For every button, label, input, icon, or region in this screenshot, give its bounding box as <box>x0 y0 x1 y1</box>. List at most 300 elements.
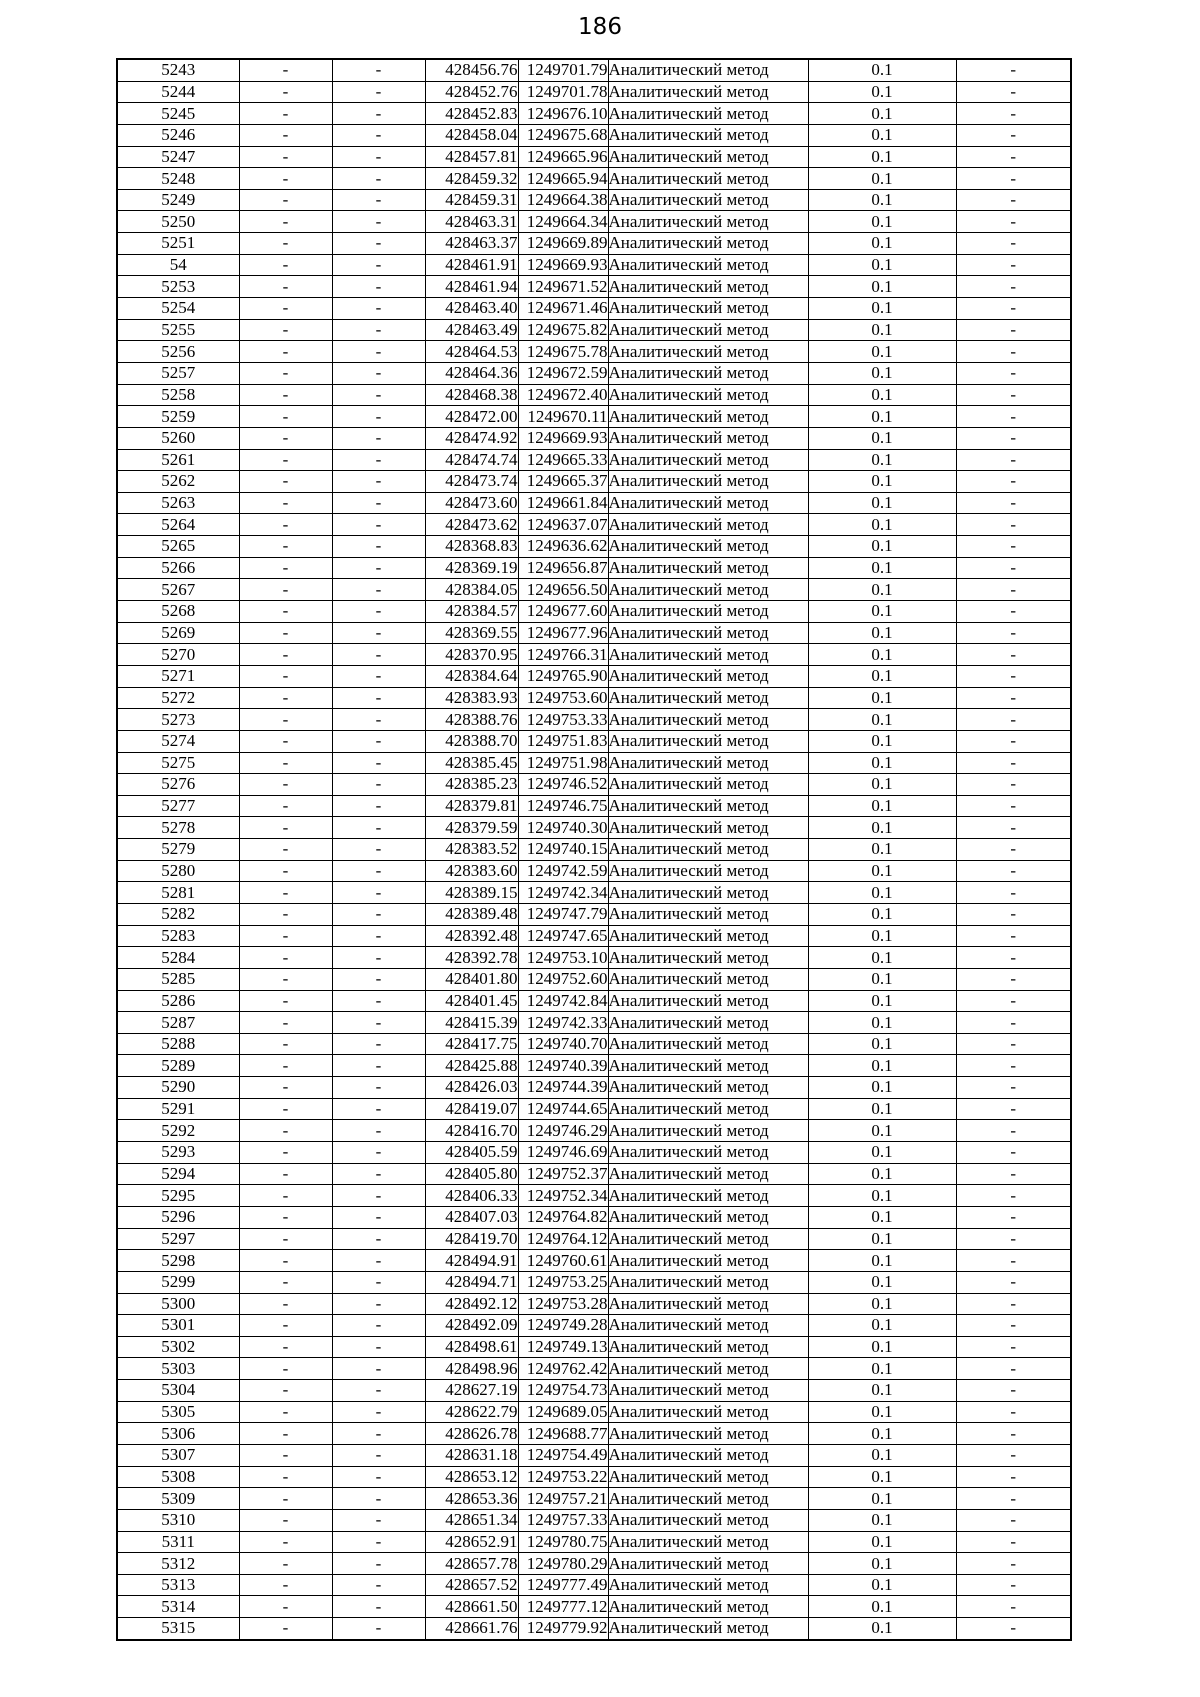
empty-value-cell: - <box>332 1206 425 1228</box>
accuracy-cell: 0.1 <box>808 1358 956 1380</box>
table-row <box>117 471 1071 493</box>
empty-value-cell: - <box>956 1055 1071 1077</box>
accuracy-cell: 0.1 <box>808 1077 956 1099</box>
empty-value-cell: - <box>956 319 1071 341</box>
method-cell: Аналитический метод <box>608 1509 808 1531</box>
accuracy-cell: 0.1 <box>808 1531 956 1553</box>
empty-value-cell: - <box>239 1596 332 1618</box>
method-cell: Аналитический метод <box>608 1336 808 1358</box>
table-row <box>117 1142 1071 1164</box>
empty-value-cell: - <box>332 1401 425 1423</box>
x-coordinate-cell: 428461.94 <box>425 276 518 298</box>
table-row <box>117 752 1071 774</box>
empty-value-cell: - <box>332 536 425 558</box>
point-number-cell: 5277 <box>117 795 239 817</box>
empty-value-cell: - <box>239 1033 332 1055</box>
y-coordinate-cell: 1249689.05 <box>518 1401 608 1423</box>
accuracy-cell: 0.1 <box>808 1033 956 1055</box>
table-row <box>117 1336 1071 1358</box>
table-row <box>117 514 1071 536</box>
method-cell: Аналитический метод <box>608 730 808 752</box>
empty-value-cell: - <box>239 1206 332 1228</box>
empty-value-cell: - <box>332 687 425 709</box>
accuracy-cell: 0.1 <box>808 795 956 817</box>
method-cell: Аналитический метод <box>608 233 808 255</box>
table-row <box>117 298 1071 320</box>
accuracy-cell: 0.1 <box>808 1618 956 1640</box>
method-cell: Аналитический метод <box>608 1206 808 1228</box>
y-coordinate-cell: 1249669.93 <box>518 427 608 449</box>
empty-value-cell: - <box>956 1098 1071 1120</box>
point-number-cell: 5268 <box>117 601 239 623</box>
empty-value-cell: - <box>956 709 1071 731</box>
x-coordinate-cell: 428463.49 <box>425 319 518 341</box>
point-number-cell: 5279 <box>117 839 239 861</box>
empty-value-cell: - <box>332 1553 425 1575</box>
empty-value-cell: - <box>332 903 425 925</box>
point-number-cell: 5288 <box>117 1033 239 1055</box>
empty-value-cell: - <box>239 1423 332 1445</box>
table-row <box>117 362 1071 384</box>
method-cell: Аналитический метод <box>608 1228 808 1250</box>
accuracy-cell: 0.1 <box>808 1228 956 1250</box>
accuracy-cell: 0.1 <box>808 601 956 623</box>
method-cell: Аналитический метод <box>608 1315 808 1337</box>
y-coordinate-cell: 1249760.61 <box>518 1250 608 1272</box>
y-coordinate-cell: 1249675.82 <box>518 319 608 341</box>
empty-value-cell: - <box>956 601 1071 623</box>
x-coordinate-cell: 428385.45 <box>425 752 518 774</box>
empty-value-cell: - <box>332 492 425 514</box>
empty-value-cell: - <box>239 882 332 904</box>
table-row <box>117 925 1071 947</box>
empty-value-cell: - <box>956 968 1071 990</box>
empty-value-cell: - <box>956 276 1071 298</box>
empty-value-cell: - <box>332 1596 425 1618</box>
accuracy-cell: 0.1 <box>808 1488 956 1510</box>
x-coordinate-cell: 428385.23 <box>425 774 518 796</box>
y-coordinate-cell: 1249747.65 <box>518 925 608 947</box>
empty-value-cell: - <box>332 427 425 449</box>
method-cell: Аналитический метод <box>608 1380 808 1402</box>
y-coordinate-cell: 1249753.60 <box>518 687 608 709</box>
point-number-cell: 5298 <box>117 1250 239 1272</box>
accuracy-cell: 0.1 <box>808 882 956 904</box>
accuracy-cell: 0.1 <box>808 1445 956 1467</box>
x-coordinate-cell: 428368.83 <box>425 536 518 558</box>
empty-value-cell: - <box>956 471 1071 493</box>
x-coordinate-cell: 428652.91 <box>425 1531 518 1553</box>
table-row <box>117 579 1071 601</box>
x-coordinate-cell: 428463.40 <box>425 298 518 320</box>
point-number-cell: 5275 <box>117 752 239 774</box>
empty-value-cell: - <box>332 990 425 1012</box>
x-coordinate-cell: 428405.80 <box>425 1163 518 1185</box>
y-coordinate-cell: 1249744.65 <box>518 1098 608 1120</box>
table-row <box>117 1380 1071 1402</box>
point-number-cell: 5285 <box>117 968 239 990</box>
empty-value-cell: - <box>956 1466 1071 1488</box>
method-cell: Аналитический метод <box>608 990 808 1012</box>
empty-value-cell: - <box>239 730 332 752</box>
y-coordinate-cell: 1249762.42 <box>518 1358 608 1380</box>
empty-value-cell: - <box>239 860 332 882</box>
empty-value-cell: - <box>239 1553 332 1575</box>
method-cell: Аналитический метод <box>608 1250 808 1272</box>
y-coordinate-cell: 1249656.87 <box>518 557 608 579</box>
empty-value-cell: - <box>956 1380 1071 1402</box>
y-coordinate-cell: 1249777.12 <box>518 1596 608 1618</box>
method-cell: Аналитический метод <box>608 146 808 168</box>
method-cell: Аналитический метод <box>608 1293 808 1315</box>
y-coordinate-cell: 1249757.21 <box>518 1488 608 1510</box>
empty-value-cell: - <box>332 557 425 579</box>
x-coordinate-cell: 428401.80 <box>425 968 518 990</box>
empty-value-cell: - <box>239 947 332 969</box>
y-coordinate-cell: 1249753.28 <box>518 1293 608 1315</box>
empty-value-cell: - <box>239 1509 332 1531</box>
accuracy-cell: 0.1 <box>808 1401 956 1423</box>
y-coordinate-cell: 1249749.13 <box>518 1336 608 1358</box>
y-coordinate-cell: 1249677.96 <box>518 622 608 644</box>
table-row <box>117 146 1071 168</box>
point-number-cell: 5276 <box>117 774 239 796</box>
accuracy-cell: 0.1 <box>808 384 956 406</box>
point-number-cell: 5243 <box>117 59 239 81</box>
empty-value-cell: - <box>332 601 425 623</box>
method-cell: Аналитический метод <box>608 1445 808 1467</box>
accuracy-cell: 0.1 <box>808 1336 956 1358</box>
accuracy-cell: 0.1 <box>808 1271 956 1293</box>
table-row <box>117 882 1071 904</box>
method-cell: Аналитический метод <box>608 276 808 298</box>
table-row <box>117 1120 1071 1142</box>
y-coordinate-cell: 1249665.94 <box>518 168 608 190</box>
point-number-cell: 5259 <box>117 406 239 428</box>
accuracy-cell: 0.1 <box>808 254 956 276</box>
table-row <box>117 968 1071 990</box>
x-coordinate-cell: 428419.07 <box>425 1098 518 1120</box>
point-number-cell: 5306 <box>117 1423 239 1445</box>
method-cell: Аналитический метод <box>608 384 808 406</box>
x-coordinate-cell: 428473.74 <box>425 471 518 493</box>
accuracy-cell: 0.1 <box>808 1012 956 1034</box>
x-coordinate-cell: 428417.75 <box>425 1033 518 1055</box>
empty-value-cell: - <box>239 449 332 471</box>
method-cell: Аналитический метод <box>608 1531 808 1553</box>
point-number-cell: 5267 <box>117 579 239 601</box>
empty-value-cell: - <box>956 341 1071 363</box>
table-row <box>117 81 1071 103</box>
empty-value-cell: - <box>956 644 1071 666</box>
y-coordinate-cell: 1249665.37 <box>518 471 608 493</box>
accuracy-cell: 0.1 <box>808 276 956 298</box>
method-cell: Аналитический метод <box>608 968 808 990</box>
empty-value-cell: - <box>239 103 332 125</box>
y-coordinate-cell: 1249636.62 <box>518 536 608 558</box>
point-number-cell: 5258 <box>117 384 239 406</box>
accuracy-cell: 0.1 <box>808 839 956 861</box>
y-coordinate-cell: 1249742.84 <box>518 990 608 1012</box>
y-coordinate-cell: 1249701.78 <box>518 81 608 103</box>
empty-value-cell: - <box>332 1163 425 1185</box>
accuracy-cell: 0.1 <box>808 1142 956 1164</box>
point-number-cell: 5266 <box>117 557 239 579</box>
table-row <box>117 103 1071 125</box>
accuracy-cell: 0.1 <box>808 730 956 752</box>
table-row <box>117 644 1071 666</box>
method-cell: Аналитический метод <box>608 860 808 882</box>
point-number-cell: 5315 <box>117 1618 239 1640</box>
method-cell: Аналитический метод <box>608 1488 808 1510</box>
y-coordinate-cell: 1249637.07 <box>518 514 608 536</box>
x-coordinate-cell: 428392.48 <box>425 925 518 947</box>
empty-value-cell: - <box>239 1336 332 1358</box>
empty-value-cell: - <box>956 211 1071 233</box>
y-coordinate-cell: 1249751.83 <box>518 730 608 752</box>
x-coordinate-cell: 428405.59 <box>425 1142 518 1164</box>
method-cell: Аналитический метод <box>608 1012 808 1034</box>
point-number-cell: 5305 <box>117 1401 239 1423</box>
empty-value-cell: - <box>332 59 425 81</box>
y-coordinate-cell: 1249740.39 <box>518 1055 608 1077</box>
method-cell: Аналитический метод <box>608 687 808 709</box>
accuracy-cell: 0.1 <box>808 233 956 255</box>
y-coordinate-cell: 1249665.96 <box>518 146 608 168</box>
empty-value-cell: - <box>239 579 332 601</box>
method-cell: Аналитический метод <box>608 103 808 125</box>
empty-value-cell: - <box>956 1336 1071 1358</box>
empty-value-cell: - <box>956 254 1071 276</box>
point-number-cell: 5264 <box>117 514 239 536</box>
table-row <box>117 601 1071 623</box>
x-coordinate-cell: 428452.76 <box>425 81 518 103</box>
method-cell: Аналитический метод <box>608 168 808 190</box>
empty-value-cell: - <box>956 1574 1071 1596</box>
method-cell: Аналитический метод <box>608 644 808 666</box>
empty-value-cell: - <box>332 471 425 493</box>
empty-value-cell: - <box>332 1358 425 1380</box>
method-cell: Аналитический метод <box>608 795 808 817</box>
empty-value-cell: - <box>332 1574 425 1596</box>
empty-value-cell: - <box>332 276 425 298</box>
accuracy-cell: 0.1 <box>808 1574 956 1596</box>
empty-value-cell: - <box>956 1012 1071 1034</box>
accuracy-cell: 0.1 <box>808 103 956 125</box>
table-row <box>117 536 1071 558</box>
empty-value-cell: - <box>956 146 1071 168</box>
empty-value-cell: - <box>332 1055 425 1077</box>
empty-value-cell: - <box>332 362 425 384</box>
empty-value-cell: - <box>239 1531 332 1553</box>
point-number-cell: 5280 <box>117 860 239 882</box>
empty-value-cell: - <box>239 1618 332 1640</box>
table-row <box>117 1401 1071 1423</box>
y-coordinate-cell: 1249752.34 <box>518 1185 608 1207</box>
x-coordinate-cell: 428661.50 <box>425 1596 518 1618</box>
y-coordinate-cell: 1249752.37 <box>518 1163 608 1185</box>
x-coordinate-cell: 428653.12 <box>425 1466 518 1488</box>
empty-value-cell: - <box>239 1098 332 1120</box>
table-row <box>117 1163 1071 1185</box>
empty-value-cell: - <box>332 1293 425 1315</box>
point-number-cell: 5304 <box>117 1380 239 1402</box>
x-coordinate-cell: 428626.78 <box>425 1423 518 1445</box>
table-row <box>117 817 1071 839</box>
empty-value-cell: - <box>332 406 425 428</box>
accuracy-cell: 0.1 <box>808 1315 956 1337</box>
empty-value-cell: - <box>239 665 332 687</box>
x-coordinate-cell: 428457.81 <box>425 146 518 168</box>
x-coordinate-cell: 428379.59 <box>425 817 518 839</box>
y-coordinate-cell: 1249746.29 <box>518 1120 608 1142</box>
method-cell: Аналитический метод <box>608 1358 808 1380</box>
empty-value-cell: - <box>332 168 425 190</box>
y-coordinate-cell: 1249751.98 <box>518 752 608 774</box>
accuracy-cell: 0.1 <box>808 687 956 709</box>
empty-value-cell: - <box>332 1380 425 1402</box>
empty-value-cell: - <box>239 1055 332 1077</box>
accuracy-cell: 0.1 <box>808 514 956 536</box>
table-row <box>117 319 1071 341</box>
accuracy-cell: 0.1 <box>808 947 956 969</box>
y-coordinate-cell: 1249664.34 <box>518 211 608 233</box>
empty-value-cell: - <box>332 211 425 233</box>
point-number-cell: 5299 <box>117 1271 239 1293</box>
point-number-cell: 5249 <box>117 189 239 211</box>
empty-value-cell: - <box>956 1120 1071 1142</box>
table-row <box>117 947 1071 969</box>
point-number-cell: 5269 <box>117 622 239 644</box>
empty-value-cell: - <box>956 384 1071 406</box>
method-cell: Аналитический метод <box>608 947 808 969</box>
point-number-cell: 5284 <box>117 947 239 969</box>
y-coordinate-cell: 1249742.33 <box>518 1012 608 1034</box>
accuracy-cell: 0.1 <box>808 189 956 211</box>
empty-value-cell: - <box>956 189 1071 211</box>
accuracy-cell: 0.1 <box>808 1098 956 1120</box>
x-coordinate-cell: 428452.83 <box>425 103 518 125</box>
table-row <box>117 1445 1071 1467</box>
empty-value-cell: - <box>956 1423 1071 1445</box>
empty-value-cell: - <box>332 665 425 687</box>
x-coordinate-cell: 428463.37 <box>425 233 518 255</box>
y-coordinate-cell: 1249749.28 <box>518 1315 608 1337</box>
empty-value-cell: - <box>956 427 1071 449</box>
empty-value-cell: - <box>239 687 332 709</box>
point-number-cell: 5308 <box>117 1466 239 1488</box>
accuracy-cell: 0.1 <box>808 81 956 103</box>
empty-value-cell: - <box>239 1120 332 1142</box>
point-number-cell: 5251 <box>117 233 239 255</box>
accuracy-cell: 0.1 <box>808 471 956 493</box>
x-coordinate-cell: 428389.15 <box>425 882 518 904</box>
empty-value-cell: - <box>332 882 425 904</box>
empty-value-cell: - <box>239 1488 332 1510</box>
empty-value-cell: - <box>956 1596 1071 1618</box>
accuracy-cell: 0.1 <box>808 449 956 471</box>
table-row <box>117 189 1071 211</box>
point-number-cell: 5281 <box>117 882 239 904</box>
empty-value-cell: - <box>332 1185 425 1207</box>
x-coordinate-cell: 428474.92 <box>425 427 518 449</box>
empty-value-cell: - <box>956 1401 1071 1423</box>
accuracy-cell: 0.1 <box>808 341 956 363</box>
method-cell: Аналитический метод <box>608 1055 808 1077</box>
x-coordinate-cell: 428384.64 <box>425 665 518 687</box>
method-cell: Аналитический метод <box>608 601 808 623</box>
point-number-cell: 5312 <box>117 1553 239 1575</box>
method-cell: Аналитический метод <box>608 471 808 493</box>
y-coordinate-cell: 1249764.12 <box>518 1228 608 1250</box>
empty-value-cell: - <box>239 1574 332 1596</box>
empty-value-cell: - <box>239 1012 332 1034</box>
table-row <box>117 990 1071 1012</box>
y-coordinate-cell: 1249675.78 <box>518 341 608 363</box>
empty-value-cell: - <box>956 1553 1071 1575</box>
empty-value-cell: - <box>332 622 425 644</box>
empty-value-cell: - <box>239 1380 332 1402</box>
method-cell: Аналитический метод <box>608 774 808 796</box>
point-number-cell: 5293 <box>117 1142 239 1164</box>
empty-value-cell: - <box>332 968 425 990</box>
empty-value-cell: - <box>239 59 332 81</box>
empty-value-cell: - <box>239 709 332 731</box>
empty-value-cell: - <box>956 1618 1071 1640</box>
empty-value-cell: - <box>332 1531 425 1553</box>
point-number-cell: 5290 <box>117 1077 239 1099</box>
table-row <box>117 1228 1071 1250</box>
empty-value-cell: - <box>956 1293 1071 1315</box>
empty-value-cell: - <box>332 579 425 601</box>
x-coordinate-cell: 428498.96 <box>425 1358 518 1380</box>
point-number-cell: 5287 <box>117 1012 239 1034</box>
empty-value-cell: - <box>239 990 332 1012</box>
empty-value-cell: - <box>239 406 332 428</box>
table-row <box>117 1033 1071 1055</box>
empty-value-cell: - <box>332 709 425 731</box>
empty-value-cell: - <box>239 925 332 947</box>
y-coordinate-cell: 1249742.59 <box>518 860 608 882</box>
point-number-cell: 5262 <box>117 471 239 493</box>
x-coordinate-cell: 428426.03 <box>425 1077 518 1099</box>
x-coordinate-cell: 428379.81 <box>425 795 518 817</box>
accuracy-cell: 0.1 <box>808 1293 956 1315</box>
y-coordinate-cell: 1249677.60 <box>518 601 608 623</box>
point-number-cell: 5282 <box>117 903 239 925</box>
method-cell: Аналитический метод <box>608 557 808 579</box>
point-number-cell: 5307 <box>117 1445 239 1467</box>
table-row <box>117 1423 1071 1445</box>
accuracy-cell: 0.1 <box>808 1380 956 1402</box>
empty-value-cell: - <box>239 1401 332 1423</box>
x-coordinate-cell: 428456.76 <box>425 59 518 81</box>
empty-value-cell: - <box>239 1228 332 1250</box>
empty-value-cell: - <box>239 1185 332 1207</box>
empty-value-cell: - <box>332 298 425 320</box>
y-coordinate-cell: 1249670.11 <box>518 406 608 428</box>
table-row <box>117 1077 1071 1099</box>
point-number-cell: 5244 <box>117 81 239 103</box>
empty-value-cell: - <box>332 1120 425 1142</box>
table-row <box>117 665 1071 687</box>
empty-value-cell: - <box>332 1618 425 1640</box>
table-row <box>117 860 1071 882</box>
table-row <box>117 1055 1071 1077</box>
empty-value-cell: - <box>239 233 332 255</box>
y-coordinate-cell: 1249740.70 <box>518 1033 608 1055</box>
y-coordinate-cell: 1249701.79 <box>518 59 608 81</box>
